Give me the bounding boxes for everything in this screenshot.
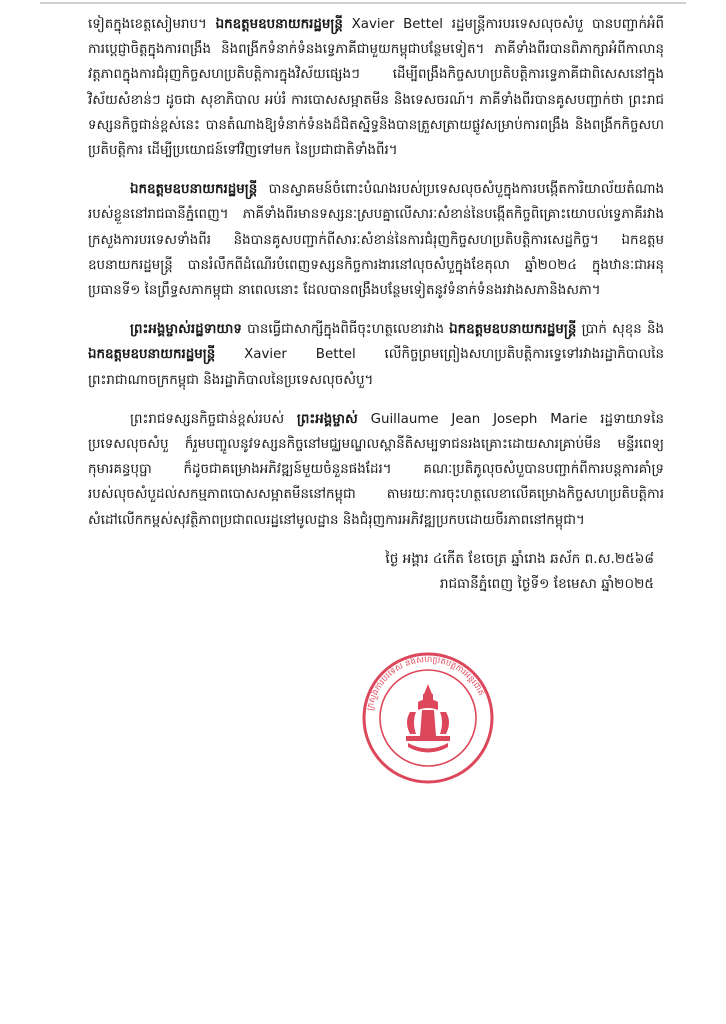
paragraph-4 bbox=[88, 407, 664, 533]
document-body bbox=[88, 12, 664, 597]
paragraph-2 bbox=[88, 177, 664, 303]
bold-title-text: ឯកឧត្តមឧបនាយករដ្ឋមន្ត្រី bbox=[130, 182, 258, 198]
body-text: Guillaume Jean Joseph Marie រដ្ឋទាយាទនៃប្រទេសលុចសំបួ ក៏រួមបញ្ចូលនូវទស្សនកិច្ចនៅមជ្ឈមណ្ឌលស្ពានីតិសម្បទាជនរងគ្រោះដោយសារគ្រាប់មីន មន្ទីរពេទ្យកុមារគន្ធបុប្ផា ក៏ដូចជាគម្រោងអភិវឌ្ឍន៍មួយចំនួនផងដែរ។ គណៈប្រតិភូលុចសំបួបានបញ្ជាក់ពីការបន្តការគាំទ្ររបស់លុចសំបួដល់សកម្មភាពបោសសម្អាតមីននៅកម្ពុជា តាមរយៈការចុះហត្ថលេខាលើគម្រោងកិច្ចសហប្រតិបត្តិការ សំដៅលើកកម្ពស់សុវត្ថិភាពប្រជាពលរដ្ឋនៅមូលដ្ឋាន និងជំរុញការអភិវឌ្ឍប្រកបដោយចីរភាពនៅកម្ពុជា។ bbox=[88, 411, 664, 528]
dateline-lunar: ថ្ងៃ អង្គារ ៤កើត ខែចេត្រ ឆ្នាំរោង ឆស័ក ព.ស.២៥៦៨ bbox=[385, 550, 654, 567]
official-seal-stamp bbox=[360, 650, 496, 786]
body-text: ទៀតក្នុងខេត្តសៀមរាប។ bbox=[88, 17, 216, 32]
body-text: បានស្វាគមន៍ចំពោះបំណងរបស់ប្រទេសលុចសំបួក្នុងការបង្កើតការិយាល័យតំណាងរបស់ខ្លួននៅរាជធានីភ្នំពេញ។ ភាគីទាំងពីរមានទស្សនៈស្របគ្នាលើសារៈសំខាន់នៃបង្កើតកិច្ចពិគ្រោះយោបល់ទ្វេភាគីរវាងក្រសួងការបរទេសទាំងពីរ និងបានគូសបញ្ជាក់ពីសារៈសំខាន់នៃការជំរុញកិច្ចសហប្រតិបត្តិការសេដ្ឋកិច្ច។ ឯកឧត្តមឧបនាយករដ្ឋមន្ត្រី បានរំលឹកពីដំណើរបំពេញទស្សនកិច្ចការងារនៅលុចសំបួក្នុងខែតុលា ឆ្នាំ២០២៤ ក្នុងឋានៈជាអនុប្រធានទី១ នៃព្រឹទ្ធសភាកម្ពុជា នាពេលនោះ ដែលបានពង្រឹងបន្ថែមទៀតនូវទំនាក់ទំនងរវាងសភានិងសភា។ bbox=[88, 182, 664, 299]
bold-title-text: ឯកឧត្តមឧបនាយករដ្ឋមន្ត្រី bbox=[449, 322, 577, 338]
body-text: ប្រាក់ សុខុន និង bbox=[576, 322, 664, 338]
bold-title-text: ឯកឧត្តមឧបនាយករដ្ឋមន្ត្រី bbox=[215, 17, 343, 32]
dateline bbox=[88, 547, 654, 597]
body-text: Xavier Bettel លើកិច្ចព្រមព្រៀងសហប្រតិបត្តិការទ្វេទៅរវាងរដ្ឋាភិបាលនៃព្រះរាជាណាចក្រកម្ពុជា និងរដ្ឋាភិបាលនៃប្រទេសលុចសំបួ។ bbox=[88, 347, 664, 388]
body-text: Xavier Bettel រដ្ឋមន្ត្រីការបរទេសលុចសំបួ បានបញ្ជាក់អំពីការប្តេជ្ញាចិត្តក្នុងការពង្រឹង និងពង្រីកទំនាក់ទំនងទ្វេភាគីជាមួយកម្ពុជាបន្ថែមទៀត។ ភាគីទាំងពីរបានពិភាក្សាអំពីកាលានុវត្តភាពក្នុងការជំរុញកិច្ចសហប្រតិបត្តិការក្នុងវិស័យផ្សេងៗ ដើម្បីពង្រឹងកិច្ចសហប្រតិបត្តិការទ្វេភាគីជាពិសេសនៅក្នុងវិស័យសំខាន់ៗ ដូចជា សុខាភិបាល អប់រំ ការបោសសម្អាតមីន និងទេសចរណ៍។ ភាគីទាំងពីរបានគូសបញ្ជាក់ថា ព្រះរាជទស្សនកិច្ចជាន់ខ្ពស់នេះ បានតំណាងឱ្យទំនាក់ទំនងដ៏ជិតស្និទ្ធនិងបានត្រួសត្រាយផ្លូវសម្រាប់ការពង្រឹង និងពង្រីកកិច្ចសហប្រតិបត្តិការ ដើម្បីប្រយោជន៍ទៅវិញទៅមក នៃប្រជាជាតិទាំងពីរ។ bbox=[88, 17, 665, 159]
body-text: បានធ្វើជាសាក្សីក្នុងពិធីចុះហត្ថលេខារវាង bbox=[241, 322, 450, 338]
dateline-solar: រាជធានីភ្នំពេញ ថ្ងៃទី១ ខែមេសា ឆ្នាំ២០២៥ bbox=[439, 575, 654, 592]
seal-ring-text: ក្រសួងការបរទេស និងសហប្រតិបត្តិការអន្តរជាតិ bbox=[364, 653, 487, 712]
body-text: ព្រះរាជទស្សនកិច្ចជាន់ខ្ពស់របស់ bbox=[130, 411, 297, 427]
bold-title-text: ឯកឧត្តមឧបនាយករដ្ឋមន្ត្រី bbox=[88, 347, 216, 363]
paragraph-1 bbox=[88, 12, 664, 163]
bold-title-text: ព្រះអង្គម្ចាស់ bbox=[296, 411, 358, 427]
top-border-line bbox=[40, 2, 686, 4]
seal-emblem-icon bbox=[406, 684, 450, 753]
bold-title-text: ព្រះអង្គម្ចាស់រដ្ឋទាយាទ bbox=[130, 322, 242, 338]
paragraph-3 bbox=[88, 317, 664, 393]
